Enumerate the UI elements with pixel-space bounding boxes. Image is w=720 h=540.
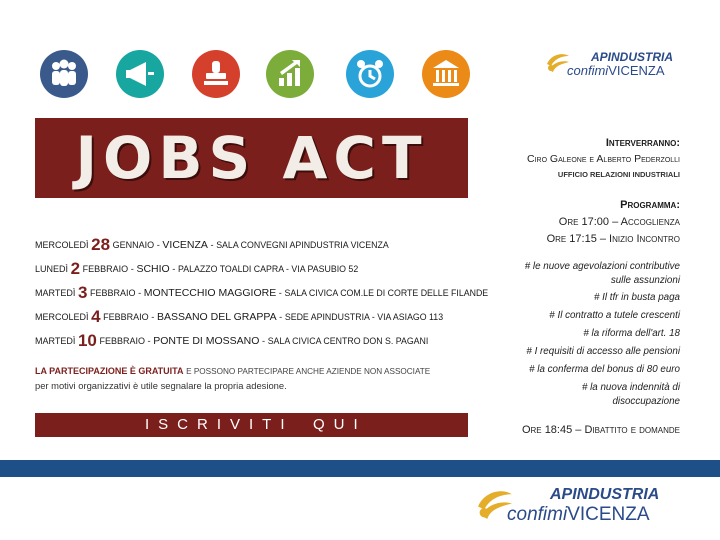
signup-label: ISCRIVITI: [145, 416, 294, 433]
footer-band: [0, 460, 720, 477]
program-start-welcome: Ore 17:00 – Accoglienza: [558, 216, 680, 228]
footer-logo-line1: APINDUSTRIA: [550, 486, 660, 503]
topic-item: # la riforma dell'art. 18: [583, 328, 680, 339]
signup-label-here: QUI: [313, 416, 367, 433]
topic-item: # Il contratto a tutele crescenti: [549, 310, 680, 321]
speakers-heading: Interverranno:: [605, 137, 680, 149]
topic-item: # la conferma del bonus di 80 euro: [529, 364, 680, 375]
topic-item: disoccupazione: [612, 396, 680, 407]
program-end-debate: Ore 18:45 – Dibattito e domande: [521, 424, 680, 436]
jobs-act-banner: [35, 118, 468, 198]
program-start-meeting: Ore 17:15 – Inizio Incontro: [546, 233, 680, 245]
event-row: MARTEDÌ 10 FEBBRAIO - PONTE DI MOSSANO - SALA CIVICA CENTRO DON S. PAGANI: [35, 331, 429, 350]
free-participation-text: LA PARTECIPAZIONE È GRATUITA: [35, 366, 184, 376]
signup-button[interactable]: [35, 413, 468, 437]
participation-note: LA PARTECIPAZIONE È GRATUITA E POSSONO PARTECIPARE ANCHE AZIENDE NON ASSOCIATE per motivi organizzativi è utile segnalare la propria adesione.: [35, 364, 475, 393]
topic-item: # la nuova indennità di: [581, 382, 680, 393]
speakers-names: Ciro Galeone e Alberto Pederzolli: [526, 153, 680, 165]
topic-item: # le nuove agevolazioni contributive: [524, 261, 680, 272]
stamp-icon: [192, 50, 240, 98]
logo-line2: confimiVICENZA: [567, 63, 665, 78]
institution-icon: [422, 50, 470, 98]
megaphone-icon: [116, 50, 164, 98]
speakers-office: UFFICIO RELAZIONI INDUSTRIALI: [557, 170, 680, 179]
icon-row: [40, 50, 470, 98]
topic-item: # I requisiti di accesso alle pensioni: [526, 346, 680, 357]
footer-logo-line2: confimiVICENZA: [507, 504, 650, 525]
growth-chart-icon: [266, 50, 314, 98]
apindustria-logo-top: [545, 50, 685, 80]
apindustria-logo-footer: [475, 485, 685, 527]
logo-line1: APINDUSTRIA: [591, 50, 674, 64]
event-row: MERCOLEDÌ 4 FEBBRAIO - BASSANO DEL GRAPPA - SEDE APINDUSTRIA - VIA ASIAGO 113: [35, 307, 444, 326]
people-icon: [40, 50, 88, 98]
event-list: [35, 233, 489, 353]
program-heading: Programma:: [620, 199, 680, 211]
signup-reminder: per motivi organizzativi è utile segnalare la propria adesione.: [35, 380, 287, 391]
event-row: MARTEDÌ 3 FEBBRAIO - MONTECCHIO MAGGIORE - SALA CIVICA COM.LE DI CORTE DELLE FILANDE: [35, 283, 489, 302]
event-row: LUNEDÌ 2 FEBBRAIO - SCHIO - PALAZZO TOALDI CAPRA - VIA PASUBIO 52: [35, 259, 359, 278]
alarm-clock-icon: [346, 50, 394, 98]
event-row: MERCOLEDÌ 28 GENNAIO - VICENZA - SALA CONVEGNI APINDUSTRIA VICENZA: [35, 235, 389, 254]
topic-item: sulle assunzioni: [610, 275, 680, 286]
topic-item: # Il tfr in busta paga: [593, 292, 680, 303]
banner-title: JOBS ACT: [75, 124, 428, 192]
